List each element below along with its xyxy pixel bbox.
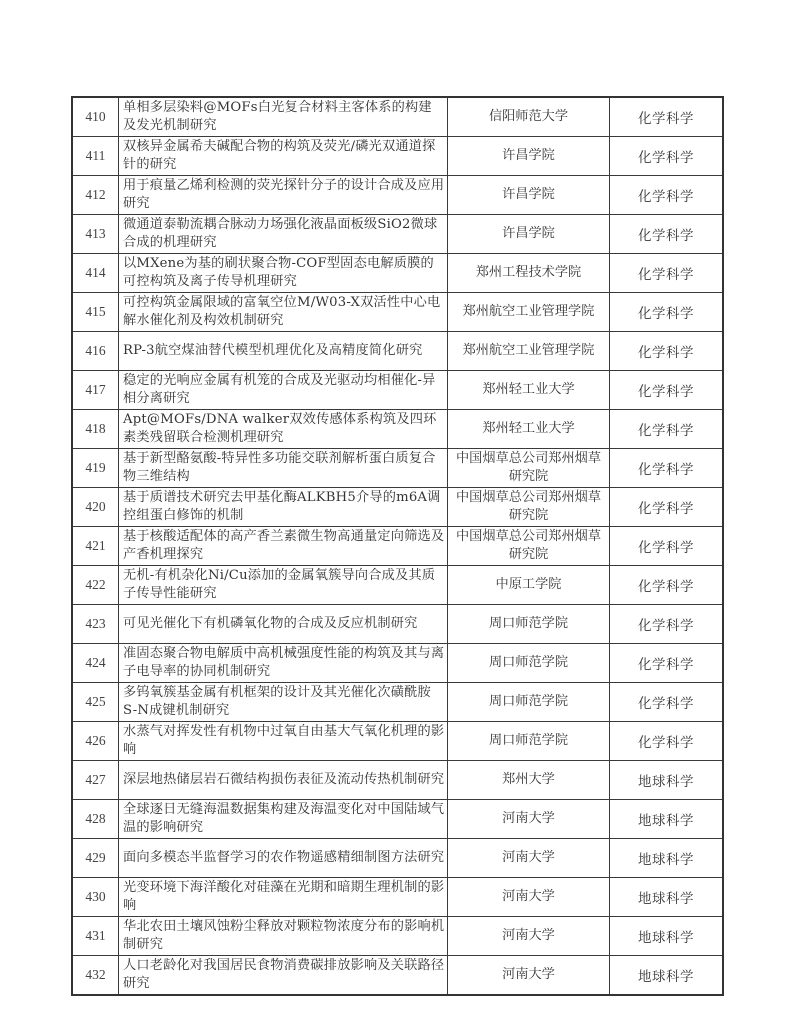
project-title: [119, 644, 448, 683]
project-title-text: 用于痕量乙烯利检测的荧光探针分子的设计合成及应用研究: [123, 178, 445, 211]
institution: [448, 137, 610, 176]
project-title: [119, 332, 448, 371]
row-number: 422: [72, 566, 119, 605]
institution: [448, 176, 610, 215]
institution-text: 许昌学院: [502, 148, 555, 163]
institution-text: 信阳师范大学: [488, 109, 569, 124]
institution-text: 许昌学院: [502, 187, 555, 202]
row-number: 431: [72, 917, 119, 956]
institution: [448, 683, 610, 722]
institution-text: 郑州大学: [502, 772, 555, 787]
project-title: [119, 488, 448, 527]
row-number: 410: [72, 97, 119, 137]
subject: 地球科学: [610, 839, 724, 878]
institution-text: 中国烟草总公司郑州烟草研究院: [455, 451, 602, 484]
table-row: [72, 527, 723, 566]
institution-text: 周口师范学院: [488, 694, 569, 709]
table-row: [72, 410, 723, 449]
subject: 化学科学: [610, 332, 724, 371]
table-row: [72, 800, 723, 839]
row-number: 420: [72, 488, 119, 527]
project-title: [119, 878, 448, 917]
project-title: [119, 956, 448, 996]
table-row: [72, 137, 723, 176]
project-title-text: 无机-有机杂化Ni/Cu添加的金属氧簇导向合成及其质子传导性能研究: [123, 568, 436, 601]
table-row: [72, 644, 723, 683]
subject: 化学科学: [610, 176, 724, 215]
subject: 化学科学: [610, 254, 724, 293]
project-title-text: RP-3航空煤油替代模型机理优化及高精度简化研究: [123, 343, 423, 358]
table-row: [72, 761, 723, 800]
project-title: [119, 176, 448, 215]
row-number: 423: [72, 605, 119, 644]
row-number: 430: [72, 878, 119, 917]
row-number: 426: [72, 722, 119, 761]
institution-text: 中原工学院: [495, 577, 562, 592]
institution-text: 郑州航空工业管理学院: [462, 304, 595, 319]
institution-text: 河南大学: [502, 928, 555, 943]
institution: [448, 449, 610, 488]
institution: [448, 410, 610, 449]
institution-text: 河南大学: [502, 850, 555, 865]
project-title: [119, 137, 448, 176]
institution-text: 许昌学院: [502, 226, 555, 241]
table-row: [72, 722, 723, 761]
project-title-text: 基于质谱技术研究去甲基化酶ALKBH5介导的m6A调控组蛋白修饰的机制: [123, 490, 441, 523]
table-row: [72, 293, 723, 332]
institution: [448, 254, 610, 293]
row-number: 415: [72, 293, 119, 332]
project-title-text: 多钨氧簇基金属有机框架的设计及其光催化次磺酰胺S-N成键机制研究: [123, 685, 431, 718]
project-title-text: 准固态聚合物电解质中高机械强度性能的构筑及其与离子电导率的协同机制研究: [123, 646, 445, 679]
project-title: [119, 293, 448, 332]
project-title-text: 面向多模态半监督学习的农作物遥感精细制图方法研究: [123, 850, 445, 865]
institution-text: 周口师范学院: [488, 655, 569, 670]
table-row: [72, 449, 723, 488]
institution: [448, 839, 610, 878]
project-title: [119, 683, 448, 722]
institution-text: 河南大学: [502, 967, 555, 982]
row-number: 424: [72, 644, 119, 683]
project-title: [119, 566, 448, 605]
institution: [448, 371, 610, 410]
project-title-text: 可见光催化下有机磷氧化物的合成及反应机制研究: [123, 616, 418, 631]
table-row: [72, 917, 723, 956]
row-number: 417: [72, 371, 119, 410]
project-table-body: [72, 97, 723, 995]
project-title: [119, 449, 448, 488]
row-number: 427: [72, 761, 119, 800]
subject: 化学科学: [610, 644, 724, 683]
institution: [448, 878, 610, 917]
project-title-text: 深层地热储层岩石微结构损伤表征及流动传热机制研究: [123, 772, 445, 787]
institution: [448, 644, 610, 683]
subject: 化学科学: [610, 605, 724, 644]
institution-text: 中国烟草总公司郑州烟草研究院: [455, 529, 602, 562]
subject: 化学科学: [610, 137, 724, 176]
table-row: [72, 176, 723, 215]
project-title: [119, 761, 448, 800]
project-title: [119, 215, 448, 254]
row-number: 418: [72, 410, 119, 449]
row-number: 428: [72, 800, 119, 839]
institution-text: 郑州轻工业大学: [482, 382, 575, 397]
institution: [448, 97, 610, 137]
institution: [448, 527, 610, 566]
project-title-text: 稳定的光响应金属有机笼的合成及光驱动均相催化-异相分离研究: [123, 373, 436, 406]
institution: [448, 956, 610, 996]
institution: [448, 722, 610, 761]
subject: 化学科学: [610, 97, 724, 137]
institution-text: 中国烟草总公司郑州烟草研究院: [455, 490, 602, 523]
project-title: [119, 917, 448, 956]
institution-text: 郑州工程技术学院: [475, 265, 582, 280]
table-row: [72, 683, 723, 722]
project-title-text: 可控构筑金属限域的富氧空位M/W03-X双活性中心电解水催化剂及构效机制研究: [123, 295, 441, 328]
row-number: 419: [72, 449, 119, 488]
institution: [448, 488, 610, 527]
subject: 地球科学: [610, 917, 724, 956]
row-number: 413: [72, 215, 119, 254]
table-row: [72, 878, 723, 917]
subject: 化学科学: [610, 488, 724, 527]
project-title-text: 以MXene为基的刷状聚合物-COF型固态电解质膜的可控构筑及离子传导机理研究: [123, 256, 434, 289]
project-title: [119, 527, 448, 566]
project-title: [119, 800, 448, 839]
subject: 化学科学: [610, 683, 724, 722]
row-number: 432: [72, 956, 119, 996]
project-title-text: 基于新型酪氨酸-特异性多功能交联剂解析蛋白质复合物三维结构: [123, 451, 436, 484]
table-row: [72, 605, 723, 644]
subject: 化学科学: [610, 566, 724, 605]
project-title-text: 微通道泰勒流耦合脉动力场强化液晶面板级SiO2微球合成的机理研究: [123, 217, 438, 250]
subject: 化学科学: [610, 527, 724, 566]
project-title-text: 双核异金属希夫碱配合物的构筑及荧光/磷光双通道探针的研究: [123, 139, 436, 172]
subject: 化学科学: [610, 371, 724, 410]
subject: 地球科学: [610, 878, 724, 917]
row-number: 425: [72, 683, 119, 722]
subject: 化学科学: [610, 215, 724, 254]
project-title: [119, 722, 448, 761]
table-row: [72, 488, 723, 527]
subject: 化学科学: [610, 293, 724, 332]
institution-text: 河南大学: [502, 811, 555, 826]
project-title-text: 人口老龄化对我国居民食物消费碳排放影响及关联路径研究: [123, 958, 445, 991]
row-number: 429: [72, 839, 119, 878]
subject: 地球科学: [610, 761, 724, 800]
project-title: [119, 410, 448, 449]
project-title-text: Apt@MOFs/DNA walker双效传感体系构筑及四环素类残留联合检测机理研究: [123, 412, 437, 445]
table-row: [72, 215, 723, 254]
subject: 地球科学: [610, 956, 724, 996]
table-row: [72, 566, 723, 605]
institution-text: 河南大学: [502, 889, 555, 904]
project-title: [119, 254, 448, 293]
project-title: [119, 839, 448, 878]
project-title-text: 单相多层染料@MOFs白光复合材料主客体系的构建及发光机制研究: [123, 100, 432, 133]
table-row: [72, 371, 723, 410]
project-title-text: 水蒸气对挥发性有机物中过氧自由基大气氧化机理的影响: [123, 724, 445, 757]
project-title: [119, 371, 448, 410]
table-row: [72, 254, 723, 293]
institution-text: 郑州航空工业管理学院: [462, 343, 595, 358]
table-row: [72, 956, 723, 996]
project-title-text: 光变环境下海洋酸化对硅藻在光期和暗期生理机制的影响: [123, 880, 445, 913]
project-title-text: 全球逐日无缝海温数据集构建及海温变化对中国陆域气温的影响研究: [123, 802, 445, 835]
project-title-text: 基于核酸适配体的高产香兰素微生物高通量定向筛选及产香机理探究: [123, 529, 445, 562]
institution: [448, 605, 610, 644]
subject: 化学科学: [610, 722, 724, 761]
row-number: 411: [72, 137, 119, 176]
institution: [448, 215, 610, 254]
subject: 地球科学: [610, 800, 724, 839]
institution-text: 郑州轻工业大学: [482, 421, 575, 436]
table-row: [72, 332, 723, 371]
project-title: [119, 605, 448, 644]
institution: [448, 761, 610, 800]
subject: 化学科学: [610, 449, 724, 488]
project-table: [71, 96, 724, 996]
row-number: 412: [72, 176, 119, 215]
subject: 化学科学: [610, 410, 724, 449]
table-row: [72, 839, 723, 878]
table-row: [72, 97, 723, 137]
project-title: [119, 97, 448, 137]
project-title-text: 华北农田土壤风蚀粉尘释放对颗粒物浓度分布的影响机制研究: [123, 919, 445, 952]
institution-text: 周口师范学院: [488, 733, 569, 748]
row-number: 421: [72, 527, 119, 566]
institution-text: 周口师范学院: [488, 616, 569, 631]
institution: [448, 332, 610, 371]
institution: [448, 917, 610, 956]
row-number: 416: [72, 332, 119, 371]
institution: [448, 566, 610, 605]
institution: [448, 293, 610, 332]
institution: [448, 800, 610, 839]
row-number: 414: [72, 254, 119, 293]
